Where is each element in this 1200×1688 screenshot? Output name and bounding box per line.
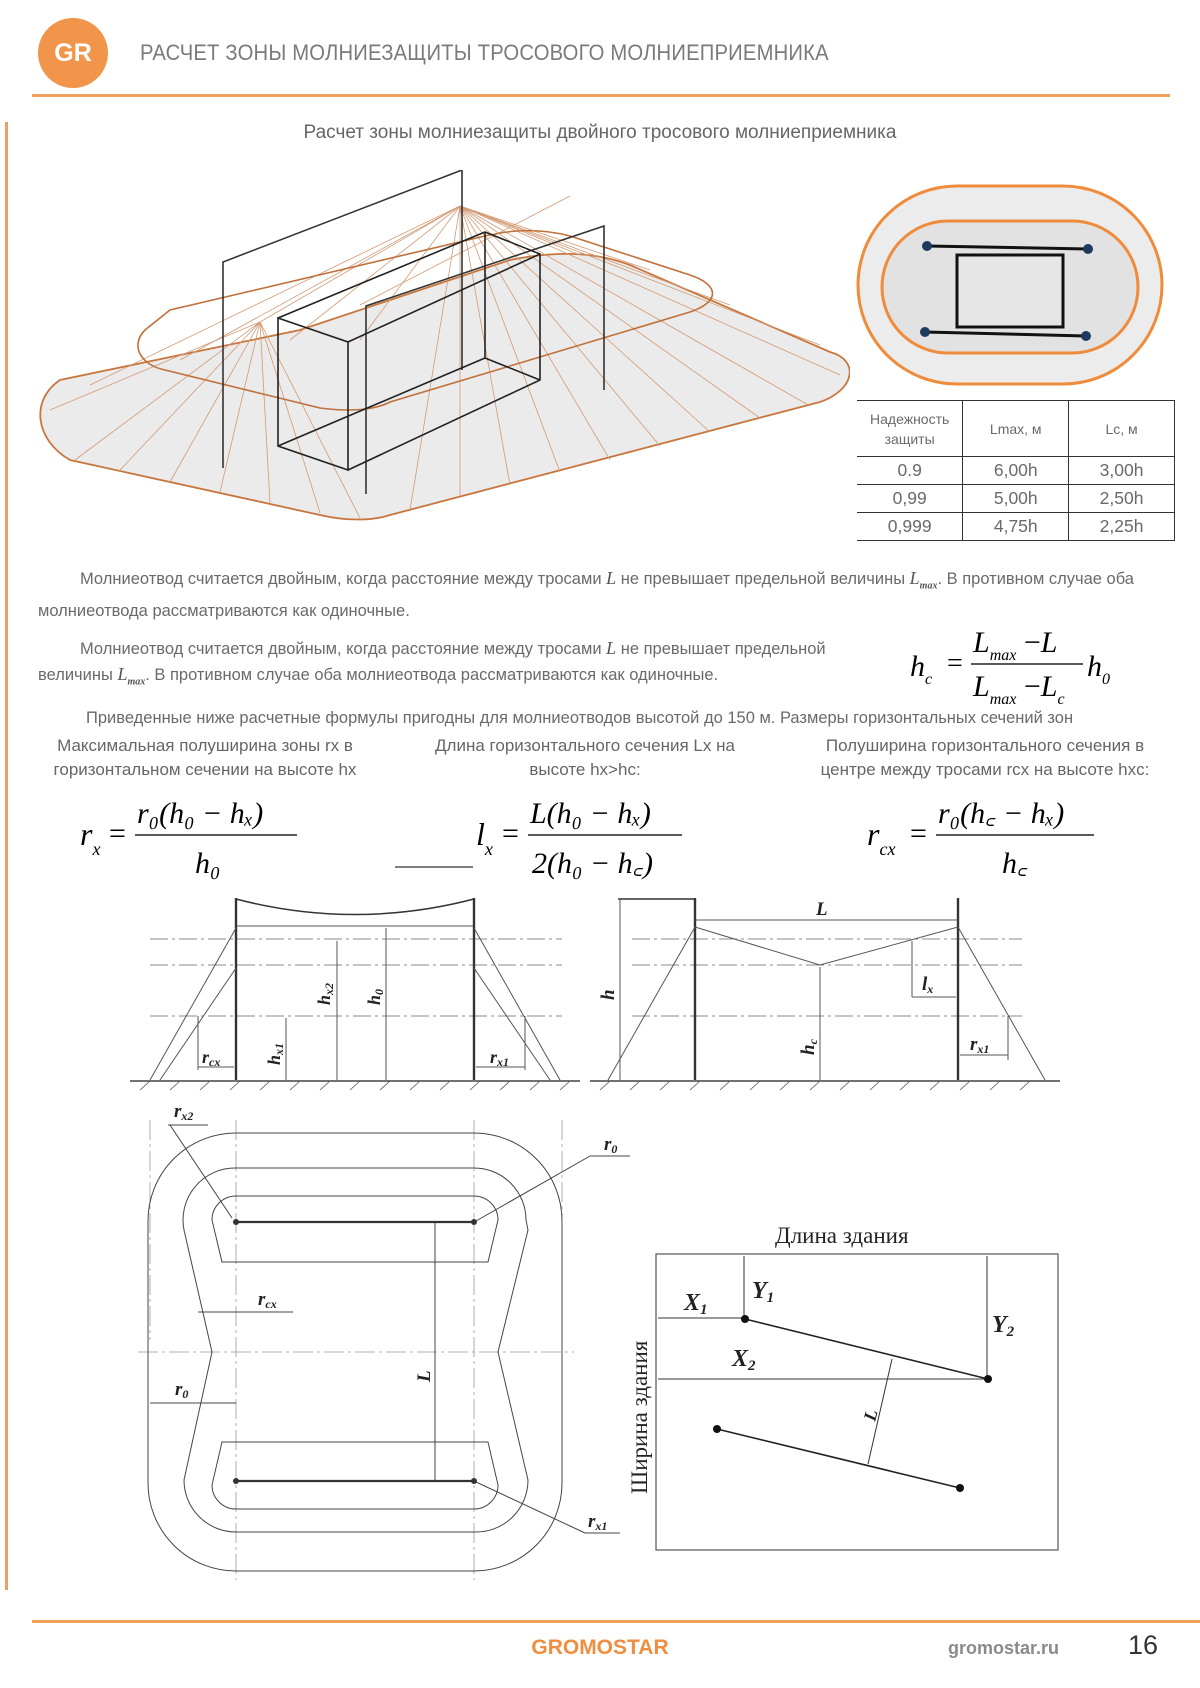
formula-hc (905, 614, 1125, 714)
header-lmax: Lmax, м (963, 401, 1069, 457)
formula-hc-multiplier: $h_0$ (1087, 650, 1110, 688)
section-diagram-double (580, 890, 1060, 1090)
svg-text:=: = (109, 817, 126, 850)
label-rcx: rcx (258, 1289, 277, 1311)
formula-rcx (862, 785, 1102, 895)
footer-divider (32, 1620, 1200, 1623)
footer-site-link[interactable]: gromostar.ru (948, 1638, 1060, 1658)
table-header-row (857, 401, 1175, 457)
cell: 4,75h (963, 513, 1069, 541)
caption-rx: Максимальная полуширина зоны rx в горизонтальном сечении на высоте hx (53, 736, 357, 779)
paragraph-3: Приведенные ниже расчетные формулы пригодны для молниеотводов высотой до 150 м. Размеры горизонтальных сечений зон (86, 709, 1074, 727)
cell: 0,99 (857, 485, 963, 513)
header-divider (32, 94, 1170, 97)
numerator: L(h₀ − hₓ) (530, 797, 651, 830)
numerator: r₀(h꜀ − hₓ) (938, 797, 1065, 830)
label-x2: X2 (732, 1346, 756, 1374)
formula-hc-numerator: $L_{max} -L$ (973, 626, 1058, 664)
label-y2: Y2 (992, 1312, 1015, 1340)
label-building-width: Ширина здания (627, 1340, 652, 1494)
formula-hc-lhs: $h_c$ (910, 650, 933, 688)
cell: 0,999 (857, 513, 963, 541)
label-lx: lx (922, 974, 934, 996)
svg-text:lx: $l_x$ (476, 816, 493, 859)
label-hc: hc (798, 1039, 820, 1055)
caption-lx: Длина горизонтального сечения Lx на высоте hx>hc: (435, 736, 735, 779)
label-L: L (816, 899, 828, 920)
cell: 5,00h (963, 485, 1069, 513)
svg-text:rcx: $r_{cx}$ (867, 816, 896, 859)
paragraph-2: Молниеотвод считается двойным, когда расстояние между тросами L не превышает предельной величины $L_{max}$. В противном случае оба молниеотвода рассматриваются как одиночные. (38, 638, 826, 688)
svg-text:=: = (502, 817, 519, 850)
label-rx1: rx1 (588, 1511, 608, 1533)
cell: 2,25h (1069, 513, 1175, 541)
footer-brand: GROMOSTAR (531, 1636, 669, 1659)
formula-rx (75, 785, 315, 895)
side-accent-bar (5, 122, 8, 1590)
zone-plan-figure (855, 183, 1165, 388)
building-outline (656, 1254, 1058, 1550)
label-hx1: hx1 (264, 1042, 286, 1065)
cell: 3,00h (1069, 457, 1175, 485)
building-rect (957, 255, 1063, 327)
logo-text: GR (54, 38, 92, 67)
plan-diagram (130, 1100, 630, 1580)
label-L: L (414, 1370, 435, 1382)
header-lc: Lc, м (1069, 401, 1175, 457)
label-r0-left: r0 (175, 1379, 189, 1401)
label-h0: h0 (364, 988, 386, 1005)
svg-text:=: = (910, 817, 927, 850)
numerator: r₀(h₀ − hₓ) (137, 797, 264, 830)
zone-3d-figure (30, 170, 850, 530)
denominator: 2(h₀ − h꜀) (532, 847, 654, 880)
label-h: h (598, 989, 619, 1000)
label-x1: X1 (684, 1290, 708, 1318)
cell: 2,50h (1069, 485, 1175, 513)
page-number: 16 (1128, 1630, 1159, 1660)
label-r0-top: r0 (604, 1134, 618, 1156)
formula-equals: = (947, 648, 963, 679)
denominator: h꜀ (1002, 847, 1028, 880)
building-layout-diagram (620, 1210, 1070, 1570)
paragraph-1: Молниеотвод считается двойным, когда расстояние между тросами L не превышает предельной величины $L_{max}$. В противном случае оба молниеотвода рассматриваются как одиночные. (38, 568, 1134, 620)
svg-text:rx: $r_x$ (80, 816, 101, 859)
header-reliability: Надежность защиты (857, 401, 963, 457)
section-diagram-single (130, 890, 580, 1090)
formula-lx (390, 785, 710, 895)
denominator: h₀ (195, 847, 221, 880)
inner-zone-top (212, 1196, 498, 1262)
label-y1: Y1 (752, 1278, 775, 1306)
table-row (857, 485, 1175, 513)
table-row (857, 513, 1175, 541)
label-rcx: rcx (202, 1047, 221, 1069)
caption-rcx: Полуширина горизонтального сечения в центре между тросами rcx на высоте hxc: (820, 736, 1150, 779)
table-row (857, 457, 1175, 485)
label-building-length: Длина здания (775, 1223, 909, 1248)
reliability-table (857, 400, 1175, 541)
page-title: РАСЧЕТ ЗОНЫ МОЛНИЕЗАЩИТЫ ТРОСОВОГО МОЛНИЕПРИЕМНИКА (140, 40, 829, 65)
formula-hc-denominator: $L_{max} -L_c$ (973, 670, 1065, 708)
inner-zone-bottom (212, 1442, 498, 1509)
label-rx1: rx1 (970, 1034, 990, 1056)
logo (38, 18, 108, 88)
label-rx1: rx1 (490, 1047, 510, 1069)
outer-zone-contour (40, 254, 849, 520)
section-subtitle: Расчет зоны молниезащиты двойного тросового молниеприемника (303, 122, 897, 143)
label-rx2: rx2 (174, 1101, 194, 1123)
cell: 0.9 (857, 457, 963, 485)
cell: 6,00h (963, 457, 1069, 485)
label-hx2: hx2 (314, 982, 336, 1005)
label-L: L (859, 1407, 882, 1424)
